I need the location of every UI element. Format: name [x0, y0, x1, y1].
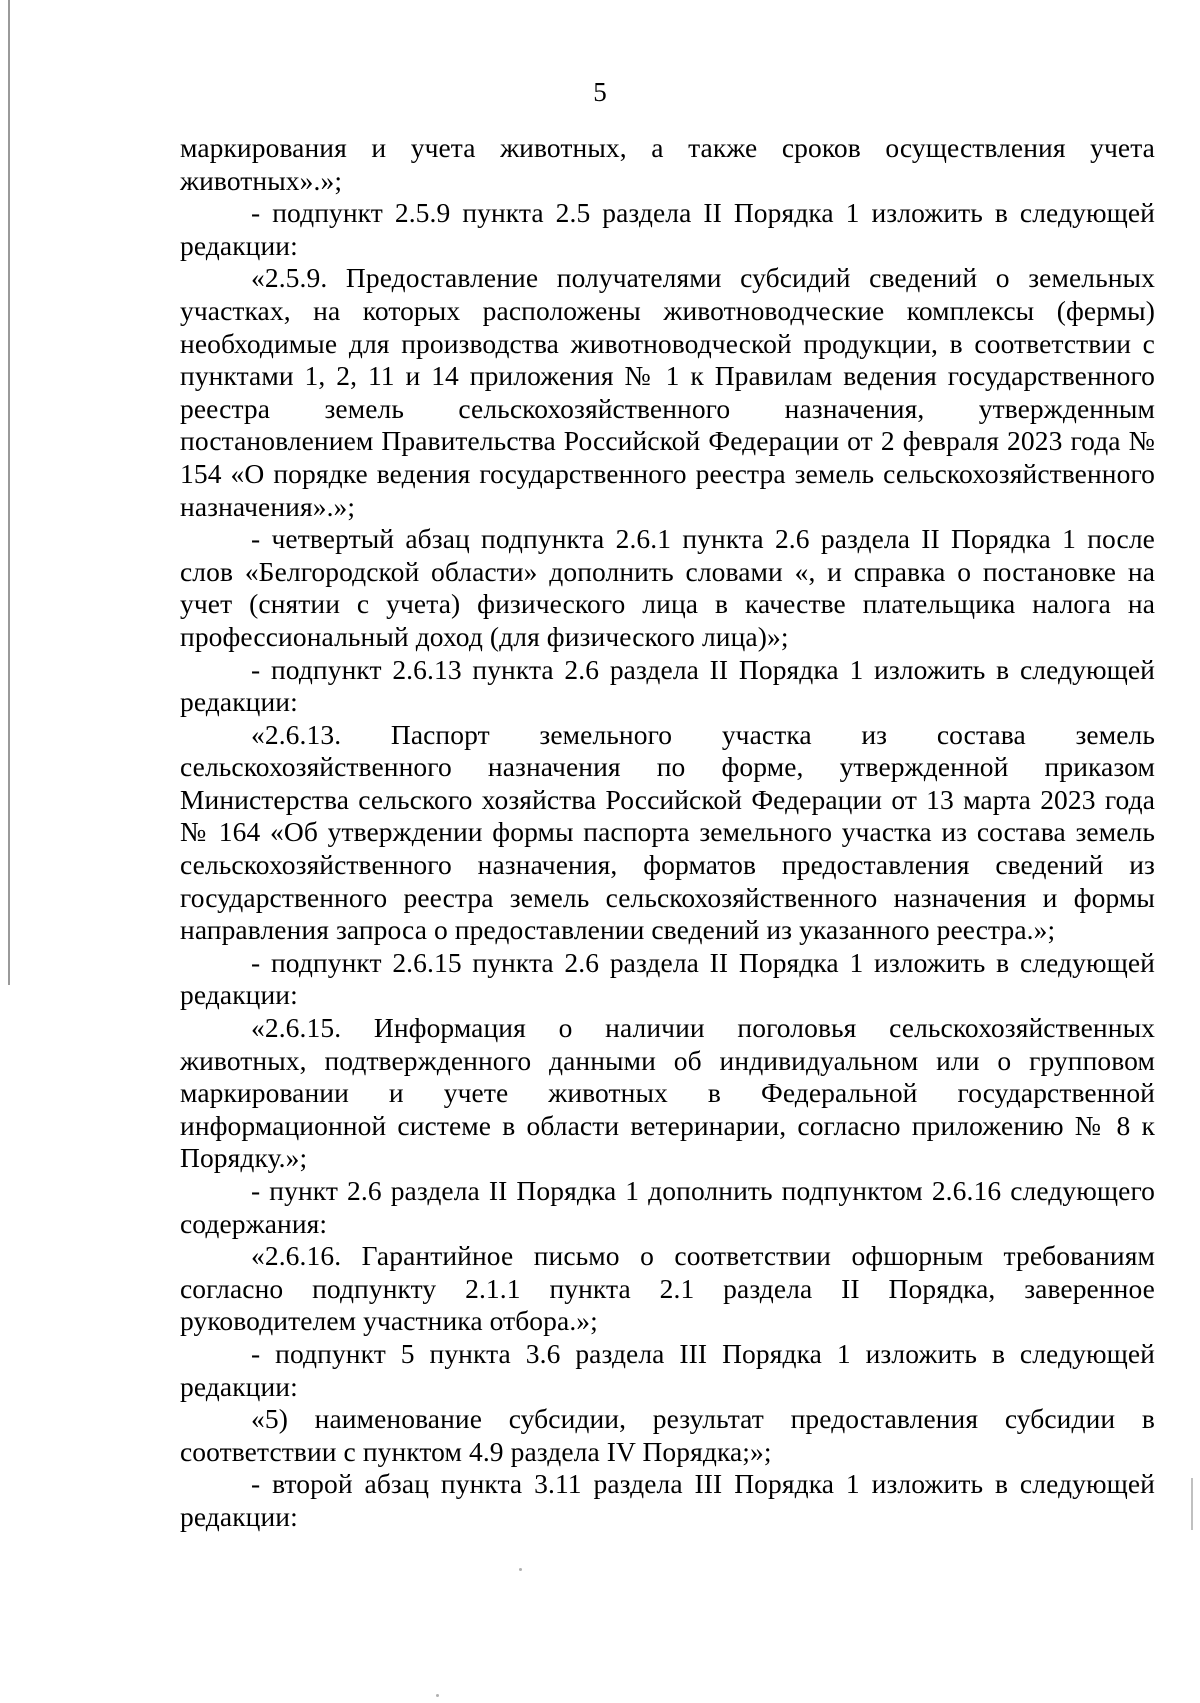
paragraph-text-3-6-item-5: «5) наименование субсидии, результат предоставления субсидии в соответствии с пунктом 4.9 раздела IV Порядка;»;: [180, 1403, 1155, 1467]
paragraph-text-2-6-13: «2.6.13. Паспорт земельного участка из состава земель сельскохозяйственного назначения по форме, утвержденной приказом Министерства сельского хозяйства Российской Федерации от 13 марта 2023 года № 164 «Об утверждении формы паспорта земельного участка из состава земель сельскохозяйственного назначения, форматов предоставления сведений из государственного реестра земель сельскохозяйственного назначения и формы направления запроса о предоставлении сведений из указанного реестра.»;: [180, 718, 1155, 946]
paragraph-text-2-6-15: «2.6.15. Информация о наличии поголовья сельскохозяйственных животных, подтвержденного данными об индивидуальном или о групповом маркировании и учете животных в Федеральной государственной информационной системе в области ветеринарии, согласно приложению № 8 к Порядку.»;: [180, 1012, 1155, 1174]
paragraph-amendment-2-6-15: - подпункт 2.6.15 пункта 2.6 раздела II Порядка 1 изложить в следующей редакции:: [180, 946, 1155, 1011]
paragraph-amendment-2-6-16: - пункт 2.6 раздела II Порядка 1 дополнить подпунктом 2.6.16 следующего содержания:: [180, 1175, 1155, 1239]
scan-dust-dot: [436, 1694, 439, 1697]
paragraph-amendment-2-6-13: - подпункт 2.6.13 пункта 2.6 раздела II Порядка 1 изложить в следующей редакции:: [180, 653, 1155, 718]
paragraph-amendment-2-6-1: - четвертый абзац подпункта 2.6.1 пункта 2.6 раздела II Порядка 1 после слов «Белгородской области» дополнить словами «, и справка о постановке на учет (снятии с учета) физического лица в качестве плательщика налога на профессиональный доход (для физического лица)»;: [180, 523, 1155, 652]
paragraph-continuation: маркирования и учета животных, а также сроков осуществления учета животных».»;: [180, 132, 1155, 196]
paragraph-text-2-5-9: «2.5.9. Предоставление получателями субсидий сведений о земельных участках, на которых расположены животноводческие комплексы (фермы) необходимые для производства животноводческой продукции, в соответствии с пунктами 1, 2, 11 и 14 приложения № 1 к Правилам ведения государственного реестра земель сельскохозяйственного назначения, утвержденным постановлением Правительства Российской Федерации от 2 февраля 2023 года № 154 «О порядке ведения государственного реестра земель сельскохозяйственного назначения».»;: [180, 262, 1155, 522]
document-body: [180, 132, 1155, 1534]
paragraph-text-2-6-16: «2.6.16. Гарантийное письмо о соответствии офшорным требованиям согласно подпункту 2.1.1 пункта 2.1 раздела II Порядка, заверенное руководителем участника отбора.»;: [180, 1240, 1155, 1337]
scan-margin-mark: [1191, 1478, 1193, 1530]
scan-edge-line: [8, 0, 10, 985]
paragraph-amendment-2-5-9: - подпункт 2.5.9 пункта 2.5 раздела II Порядка 1 изложить в следующей редакции:: [180, 197, 1155, 261]
paragraph-amendment-3-11: - второй абзац пункта 3.11 раздела III Порядка 1 изложить в следующей редакции:: [180, 1468, 1155, 1532]
paragraph-amendment-3-6: - подпункт 5 пункта 3.6 раздела III Порядка 1 изложить в следующей редакции:: [180, 1337, 1155, 1402]
scan-dust-dot: [519, 1568, 522, 1571]
page-number: 5: [593, 77, 607, 107]
